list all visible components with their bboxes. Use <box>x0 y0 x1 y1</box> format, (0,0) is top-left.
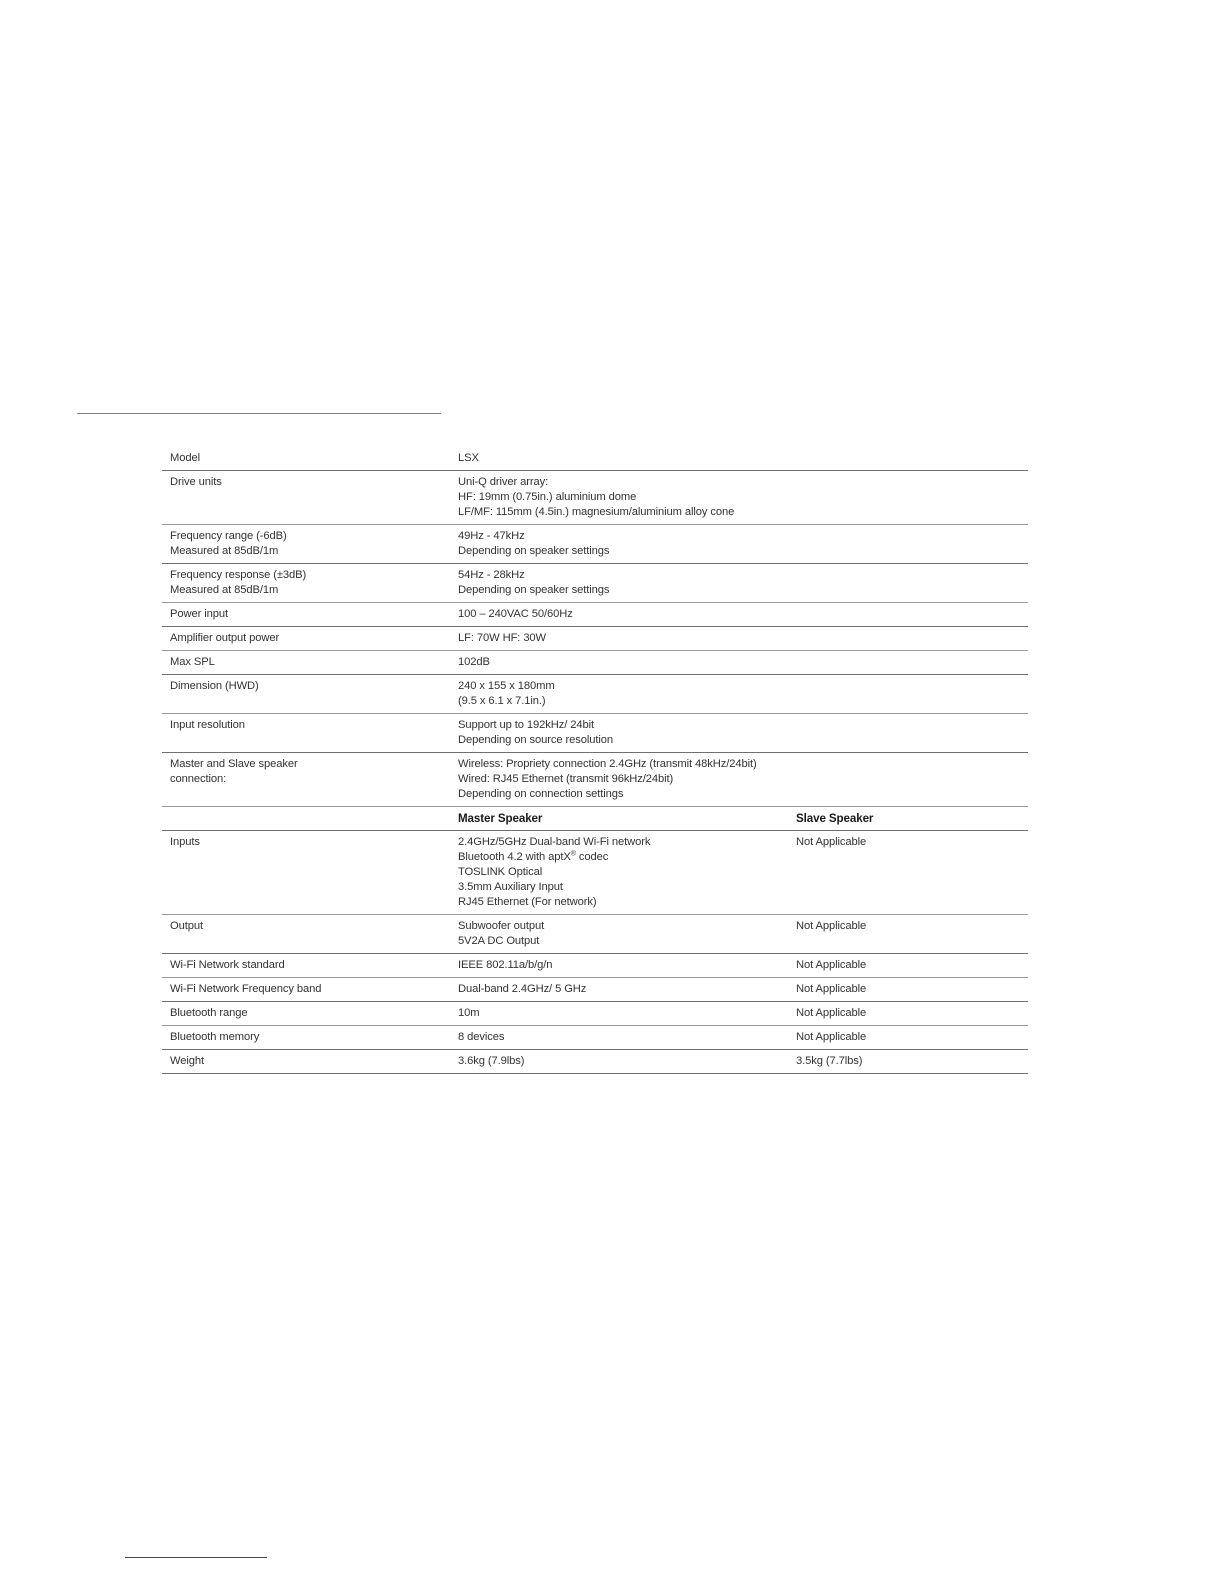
spec-value: LSX <box>458 452 479 464</box>
spec-value: Wireless: Propriety connection 2.4GHz (transmit 48kHz/24bit) Wired: RJ45 Ethernet (transmit 96kHz/24bit) Depending on connection settings <box>458 758 757 800</box>
table-row <box>162 651 1028 675</box>
bluetooth-aptx-line: Bluetooth 4.2 with aptX® codec <box>458 850 609 863</box>
slave-value: Not Applicable <box>796 1031 867 1043</box>
master-speaker-header: Master Speaker <box>458 812 543 825</box>
slave-value: Not Applicable <box>796 836 867 848</box>
table-row <box>162 753 1028 807</box>
spec-label: Wi-Fi Network Frequency band <box>170 983 322 995</box>
column-header-row <box>162 807 1028 831</box>
table-row <box>162 1026 1028 1050</box>
table-row <box>162 978 1028 1002</box>
master-value: 10m <box>458 1007 480 1019</box>
spec-value: 49Hz - 47kHz Depending on speaker settings <box>458 530 610 557</box>
spec-value: Uni-Q driver array: HF: 19mm (0.75in.) aluminium dome LF/MF: 115mm (4.5in.) magnesium/aluminium alloy cone <box>458 476 735 518</box>
spec-value: 54Hz - 28kHz Depending on speaker settings <box>458 569 610 596</box>
top-divider-line <box>77 413 441 414</box>
table-row <box>162 1002 1028 1026</box>
slave-value: Not Applicable <box>796 983 867 995</box>
spec-label: Bluetooth memory <box>170 1031 260 1043</box>
spec-label: Wi-Fi Network standard <box>170 959 285 971</box>
master-value: 8 devices <box>458 1031 505 1043</box>
master-value: Subwoofer output 5V2A DC Output <box>458 920 545 947</box>
spec-label: Master and Slave speaker connection: <box>170 758 298 785</box>
spec-label: Inputs <box>170 836 200 848</box>
slave-value: 3.5kg (7.7lbs) <box>796 1055 863 1067</box>
spec-label: Amplifier output power <box>170 632 280 644</box>
table-row <box>162 471 1028 525</box>
table-row <box>162 627 1028 651</box>
spec-label: Frequency range (-6dB) Measured at 85dB/1m <box>170 530 287 557</box>
spec-label: Bluetooth range <box>170 1007 248 1019</box>
table-row <box>162 954 1028 978</box>
spec-label: Output <box>170 920 203 932</box>
spec-label: Model <box>170 452 200 464</box>
master-value: 2.4GHz/5GHz Dual-band Wi-Fi network Bluetooth 4.2 with aptX® codec TOSLINK Optical 3.5mm Auxiliary Input RJ45 Ethernet (For network) <box>458 835 796 910</box>
master-value: IEEE 802.11a/b/g/n <box>458 959 553 971</box>
slave-value: Not Applicable <box>796 920 867 932</box>
spec-value: 100 – 240VAC 50/60Hz <box>458 608 573 620</box>
spec-label: Max SPL <box>170 656 215 668</box>
spec-label: Input resolution <box>170 719 245 731</box>
spec-value: LF: 70W HF: 30W <box>458 632 547 644</box>
table-row <box>162 603 1028 627</box>
registered-mark: ® <box>570 850 576 858</box>
spec-label: Weight <box>170 1055 205 1067</box>
slave-speaker-header: Slave Speaker <box>796 812 874 825</box>
master-value: Dual-band 2.4GHz/ 5 GHz <box>458 983 587 995</box>
table-row <box>162 447 1028 471</box>
spec-label: Drive units <box>170 476 222 488</box>
table-row <box>162 831 1028 915</box>
master-value: 3.6kg (7.9lbs) <box>458 1055 525 1067</box>
spec-value: 102dB <box>458 656 490 668</box>
spec-label: Power input <box>170 608 228 620</box>
slave-value: Not Applicable <box>796 959 867 971</box>
footnote-divider-line <box>125 1557 267 1558</box>
spec-value: 240 x 155 x 180mm (9.5 x 6.1 x 7.1in.) <box>458 680 555 707</box>
table-row <box>162 1050 1028 1074</box>
spec-label: Frequency response (±3dB) Measured at 85dB/1m <box>170 569 307 596</box>
slave-value: Not Applicable <box>796 1007 867 1019</box>
empty-header-cell <box>162 811 458 826</box>
table-row <box>162 564 1028 603</box>
spec-value: Support up to 192kHz/ 24bit Depending on source resolution <box>458 719 613 746</box>
spec-label: Dimension (HWD) <box>170 680 259 692</box>
table-row <box>162 714 1028 753</box>
table-row <box>162 525 1028 564</box>
table-row <box>162 675 1028 714</box>
table-row <box>162 915 1028 954</box>
specifications-table <box>162 447 1028 1074</box>
